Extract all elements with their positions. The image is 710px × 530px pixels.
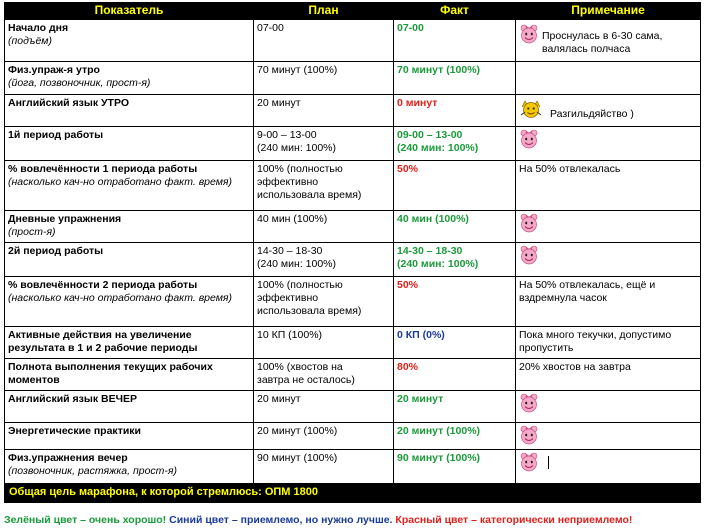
indicator-subtitle: (позвоночник, растяжка, прост-я) <box>8 465 178 477</box>
indicator-name: Физ.упраж-я утро <box>8 64 100 76</box>
indicator-name: Физ.упражнения вечер <box>8 452 128 464</box>
pig-face-icon <box>519 425 539 445</box>
table-row <box>5 20 701 62</box>
indicator-name: Дневные упражнения <box>8 213 122 225</box>
table-row <box>5 277 701 327</box>
plan-cell <box>254 391 394 423</box>
table-row <box>5 127 701 161</box>
plan-cell <box>254 211 394 243</box>
indicator-subtitle: (йога, позвоночник, прост-я) <box>8 77 151 89</box>
note-cell <box>516 127 701 161</box>
yellow-smiley-icon <box>519 99 543 119</box>
fact-cell <box>394 95 516 127</box>
fact-cell <box>394 161 516 211</box>
table-row <box>5 391 701 423</box>
fact-cell <box>394 450 516 484</box>
plan-value: 20 минут <box>257 393 301 405</box>
plan-cell <box>254 161 394 211</box>
fact-value: (240 мин: 100%) <box>397 258 479 270</box>
indicator-cell <box>5 127 254 161</box>
indicator-name: Начало дня <box>8 22 69 34</box>
indicator-cell <box>5 161 254 211</box>
indicator-cell <box>5 211 254 243</box>
indicator-cell <box>5 450 254 484</box>
plan-cell <box>254 95 394 127</box>
fact-value: 80% <box>397 361 419 373</box>
goal-text: Общая цель марафона, к которой стремлюсь: ОПМ 1800 <box>5 484 701 503</box>
indicator-subtitle: (подъём) <box>8 35 52 47</box>
indicator-subtitle: (насколько кач-но отработано факт. время) <box>8 176 233 188</box>
note-text: На 50% отвлекалась <box>519 163 621 175</box>
plan-cell <box>254 127 394 161</box>
note-cell <box>516 423 701 450</box>
legend-red: Красный цвет – категорически неприемлемо! <box>395 514 633 526</box>
plan-cell <box>254 277 394 327</box>
indicator-name: Английский язык УТРО <box>8 97 130 109</box>
plan-value: 14-30 – 18-30 <box>257 245 323 257</box>
note-cell <box>516 211 701 243</box>
table-row <box>5 161 701 211</box>
table-row <box>5 327 701 359</box>
pig-face-icon <box>519 393 539 413</box>
indicator-cell <box>5 359 254 391</box>
note-cell <box>516 161 701 211</box>
plan-cell <box>254 20 394 62</box>
note-cell <box>516 243 701 277</box>
fact-value: 50% <box>397 279 419 291</box>
fact-value: 70 минут (100%) <box>397 64 481 76</box>
indicator-cell <box>5 95 254 127</box>
table-row <box>5 95 701 127</box>
fact-cell <box>394 277 516 327</box>
indicator-cell <box>5 423 254 450</box>
pig-face-icon <box>519 24 539 44</box>
fact-value: 90 минут (100%) <box>397 452 481 464</box>
fact-cell <box>394 211 516 243</box>
indicator-cell <box>5 391 254 423</box>
table-row <box>5 450 701 484</box>
note-cell <box>516 277 701 327</box>
note-cell <box>516 62 701 95</box>
indicator-subtitle: (прост-я) <box>8 226 56 238</box>
plan-value: 90 минут (100%) <box>257 452 338 464</box>
plan-cell <box>254 359 394 391</box>
fact-cell <box>394 243 516 277</box>
note-cell <box>516 391 701 423</box>
fact-cell <box>394 359 516 391</box>
indicator-cell <box>5 277 254 327</box>
pig-face-icon <box>519 213 539 233</box>
indicator-cell <box>5 20 254 62</box>
note-text: Проснулась в 6-30 сама, валялась полчаса <box>542 30 663 55</box>
plan-value: использовала время) <box>257 305 362 317</box>
plan-value: 20 минут (100%) <box>257 425 338 437</box>
table-header <box>5 3 701 20</box>
note-cell <box>516 359 701 391</box>
fact-cell <box>394 62 516 95</box>
indicator-cell <box>5 243 254 277</box>
text-cursor <box>548 456 549 469</box>
table-row <box>5 211 701 243</box>
plan-value: 100% (хвостов на <box>257 361 343 373</box>
indicator-name: 1й период работы <box>8 129 104 141</box>
note-cell <box>516 450 701 484</box>
indicator-name: Энергетические практики <box>8 425 141 437</box>
pig-face-icon <box>519 452 539 472</box>
plan-value: (240 мин: 100%) <box>257 142 337 154</box>
col-header-plan: План <box>254 3 394 20</box>
marathon-table <box>4 2 701 503</box>
plan-cell <box>254 62 394 95</box>
plan-cell <box>254 423 394 450</box>
pig-face-icon <box>519 129 539 149</box>
fact-cell <box>394 127 516 161</box>
note-cell <box>516 327 701 359</box>
fact-cell <box>394 20 516 62</box>
legend-blue: Синий цвет – приемлемо, но нужно лучше. <box>169 514 393 526</box>
plan-value: 10 КП (100%) <box>257 329 323 341</box>
fact-value: 20 минут (100%) <box>397 425 481 437</box>
table-row <box>5 243 701 277</box>
indicator-name: % вовлечённости 1 периода работы <box>8 163 198 175</box>
col-header-indicator: Показатель <box>5 3 254 20</box>
legend-line <box>2 511 708 530</box>
fact-value: 40 мин (100%) <box>397 213 469 225</box>
plan-value: 100% (полностью <box>257 163 343 175</box>
plan-value: эффективно <box>257 176 319 188</box>
plan-value: эффективно <box>257 292 319 304</box>
note-text: На 50% отвлекалась, ещё и вздремнула часок <box>519 279 656 304</box>
plan-value: 70 минут (100%) <box>257 64 338 76</box>
table-row <box>5 423 701 450</box>
note-text: Разгильдяйство ) <box>550 107 634 120</box>
indicator-name: Активные действия на увеличение <box>8 329 192 341</box>
col-header-note: Примечание <box>516 3 701 20</box>
col-header-fact: Факт <box>394 3 516 20</box>
fact-value: 50% <box>397 163 419 175</box>
indicator-cell <box>5 327 254 359</box>
note-text: Пока много текучки, допустимо пропустить <box>519 329 672 354</box>
plan-cell <box>254 327 394 359</box>
table-row <box>5 62 701 95</box>
plan-value: использовала время) <box>257 189 362 201</box>
fact-value: 0 КП (0%) <box>397 329 445 341</box>
plan-cell <box>254 450 394 484</box>
plan-cell <box>254 243 394 277</box>
plan-value: 20 минут <box>257 97 301 109</box>
legend <box>2 511 708 530</box>
fact-value: (240 мин: 100%) <box>397 142 479 154</box>
plan-value: завтра не осталось) <box>257 374 355 386</box>
plan-value: 07-00 <box>257 22 284 34</box>
fact-cell <box>394 391 516 423</box>
fact-cell <box>394 327 516 359</box>
table-row <box>5 359 701 391</box>
fact-value: 14-30 – 18-30 <box>397 245 463 257</box>
fact-value: 0 минут <box>397 97 438 109</box>
fact-value: 20 минут <box>397 393 444 405</box>
pig-face-icon <box>519 245 539 265</box>
fact-value: 07-00 <box>397 22 424 34</box>
indicator-name: % вовлечённости 2 периода работы <box>8 279 198 291</box>
note-cell <box>516 95 701 127</box>
fact-cell <box>394 423 516 450</box>
note-cell <box>516 20 701 62</box>
legend-green: Зелёный цвет – очень хорошо! <box>4 514 167 526</box>
indicator-name: Английский язык ВЕЧЕР <box>8 393 137 405</box>
indicator-name-cont: результата в 1 и 2 рабочие периоды <box>8 342 198 354</box>
indicator-name: 2й период работы <box>8 245 104 257</box>
indicator-name: Полнота выполнения текущих рабочих моментов <box>8 361 213 386</box>
plan-value: (240 мин: 100%) <box>257 258 337 270</box>
goal-row <box>5 484 701 503</box>
indicator-cell <box>5 62 254 95</box>
plan-value: 40 мин (100%) <box>257 213 328 225</box>
note-text: 20% хвостов на завтра <box>519 361 631 373</box>
plan-value: 100% (полностью <box>257 279 343 291</box>
indicator-subtitle: (насколько кач-но отработано факт. время) <box>8 292 233 304</box>
fact-value: 09-00 – 13-00 <box>397 129 463 141</box>
plan-value: 9-00 – 13-00 <box>257 129 317 141</box>
